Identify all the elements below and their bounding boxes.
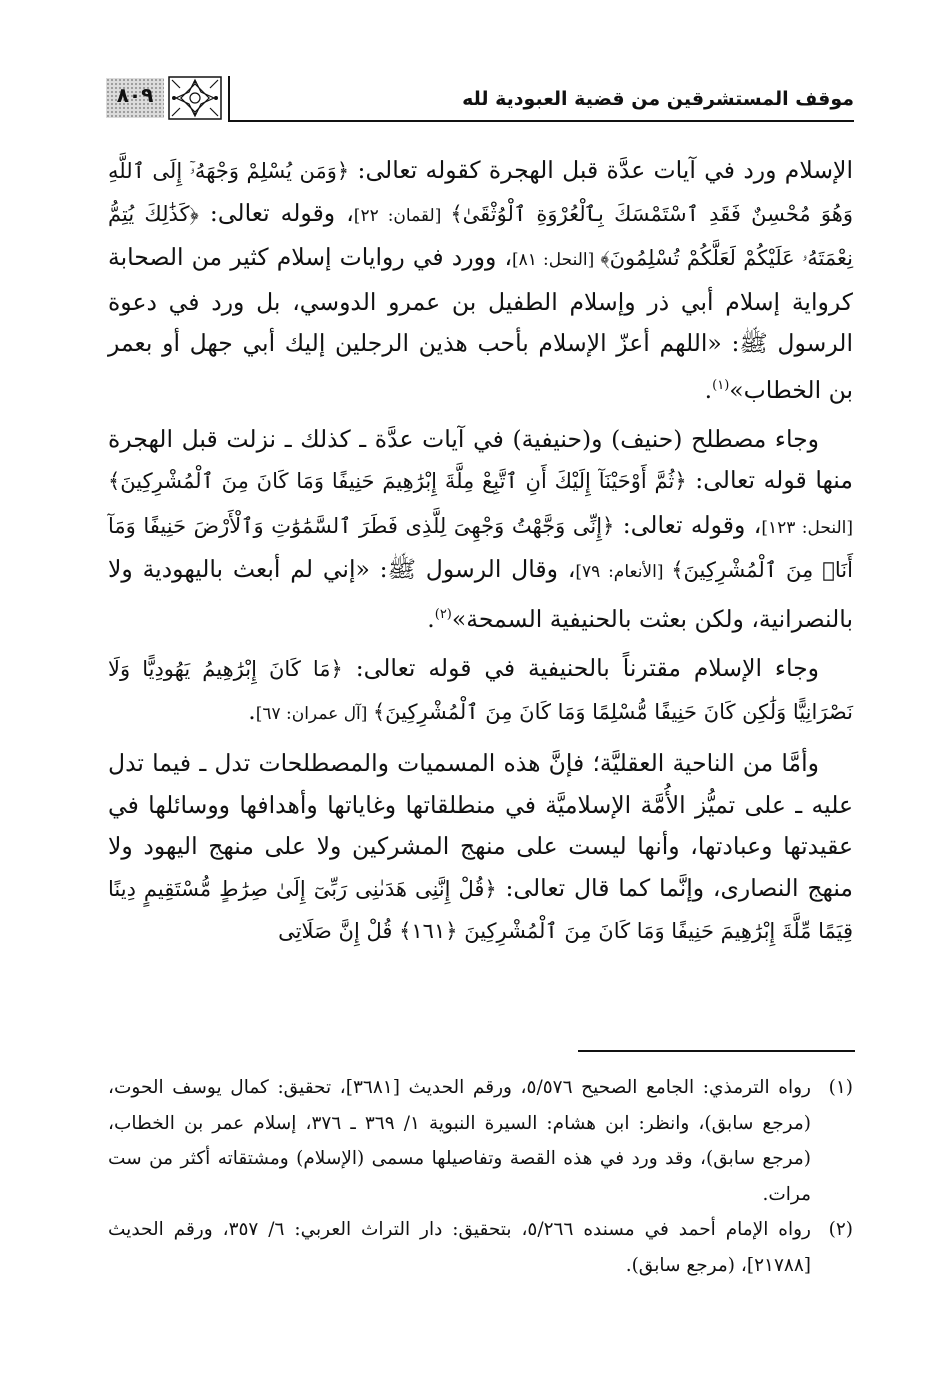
text: ، وقوله تعالى: — [198, 198, 354, 227]
verse-reference: [النحل: ٨١] — [512, 250, 601, 270]
footnote-text: رواه الترمذي: الجامع الصحيح ٥/٥٧٦، ورقم الحديث [٣٦٨١]، تحقيق: كمال يوسف الحوت، (مرجع سابق)، وانظر: ابن هشام: السيرة النبوية ١/ ٣٦٩ ـ ٣٧٦، إسلام عمر بن الخطاب، (مرجع سابق)، وقد ورد في هذه القصة وتفاصيلها مسمى (الإسلام) ومشتقاته أكثر من ست مرات. — [108, 1077, 812, 1205]
paragraph — [108, 150, 853, 411]
header-divider — [228, 76, 230, 122]
text: وجاء مصطلح (حنيف) و(حنيفية) في آيات عدَّة ـ كذلك ـ نزلت قبل الهجرة منها قوله تعالى: — [108, 424, 853, 495]
text: وأمَّا من الناحية العقليَّة؛ فإنَّ هذه المسميات والمصطلحات تدل ـ فيما تدل عليه ـ على تميُّز الأُمَّة الإسلاميَّة في منطلقاتها وغاياتها وأهدافها ووسائلها في عقيدتها وعبادتها، وأنها ليست على منهج المشركين ولا على منهج اليهود ولا منهج النصارى، وإنَّما كما قال تعالى: — [108, 749, 854, 902]
footnote — [108, 1070, 853, 1212]
verse-reference: [آل عمران: ٦٧] — [255, 703, 373, 724]
footnotes — [108, 1070, 853, 1283]
footnote-number: (١) — [828, 1077, 853, 1098]
quran-verse: ﴿إِنِّى وَجَّهْتُ وَجْهِىَ لِلَّذِى فَطَرَ ٱلسَّمَٰوَٰتِ وَٱلْأَرْضَ حَنِيفًا وَمَآ أَنَا۠ مِنَ ٱلْمُشْرِكِينَ﴾ — [108, 513, 853, 583]
text: . — [427, 604, 435, 633]
page-header — [106, 70, 854, 124]
ornament-icon — [168, 76, 222, 120]
footnote-marker[interactable]: (١) — [712, 377, 730, 393]
verse-reference: [النحل: ١٢٣] — [761, 517, 853, 538]
footnote-text: رواه الإمام أحمد في مسنده ٥/٢٦٦، بتحقيق: دار التراث العربي: ٦/ ٣٥٧، ورقم الحديث [٢١٧٨٨]، (مرجع سابق). — [108, 1219, 811, 1276]
quran-verse: ﴿كَذَٰلِكَ يُتِمُّ نِعْمَتَهُۥ عَلَيْكُمْ لَعَلَّكُمْ تُسْلِمُونَ﴾ — [108, 201, 853, 270]
quran-verse: ﴿قُلْ إِنَّنِى هَدَىٰنِى رَبِّىٓ إِلَىٰ صِرَٰطٍ مُّسْتَقِيمٍ دِينًا قِيَمًا مِّلَّةَ إِبْرَٰهِيمَ حَنِيفًا وَمَا كَانَ مِنَ ٱلْمُشْرِكِينَ ﴿١٦١﴾ قُلْ إِنَّ صَلَاتِى — [108, 876, 853, 944]
paragraph — [108, 743, 853, 953]
footnote-number: (٢) — [828, 1219, 853, 1240]
quran-verse: ﴿وَمَن يُسْلِمْ وَجْهَهُۥٓ إِلَى ٱللَّهِ وَهُوَ مُحْسِنٌ فَقَدِ ٱسْتَمْسَكَ بِٱلْعُرْوَةِ ٱلْوُثْقَىٰ﴾ — [108, 159, 853, 226]
paragraph — [108, 419, 853, 640]
main-text — [108, 150, 853, 961]
page-number: ٨٠٩ — [116, 83, 154, 107]
paragraph — [108, 648, 853, 735]
text: ، وقوله تعالى: — [614, 510, 762, 539]
text: . — [704, 375, 713, 404]
verse-reference: [الأنعام: ٧٩] — [575, 562, 672, 583]
quran-verse: ﴿مَا كَانَ إِبْرَٰهِيمُ يَهُودِيًّا وَلَا نَصْرَانِيًّا وَلَٰكِن كَانَ حَنِيفًا مُّسْلِمًا وَمَا كَانَ مِنَ ٱلْمُشْرِكِينَ﴾ — [108, 657, 853, 724]
verse-reference: [لقمان: ٢٢] — [353, 205, 451, 226]
footnote — [108, 1212, 853, 1283]
text: ، وورد في روايات إسلام كثير من الصحابة كرواية إسلام أبي ذر وإسلام الطفيل بن عمرو الدوسي، بل ورد في دعوة الرسول ﷺ: «اللهم أعزّ الإسلام بأحب هذين الرجلين إليك أبي جهل أو بعمر بن الخطاب» — [108, 243, 853, 404]
text: وجاء الإسلام مقترناً بالحنيفية في قوله تعالى: — [342, 654, 819, 683]
quran-verse: ﴿ثُمَّ أَوْحَيْنَآ إِلَيْكَ أَنِ ٱتَّبِعْ مِلَّةَ إِبْرَٰهِيمَ حَنِيفًا وَمَا كَانَ مِنَ ٱلْمُشْرِكِينَ﴾ — [108, 469, 687, 494]
text: الإسلام ورد في آيات عدَّة قبل الهجرة كقوله تعالى: — [349, 156, 853, 184]
footnote-marker[interactable]: (٢) — [434, 606, 452, 622]
text: ، وقال الرسول ﷺ: «إني لم أبعث باليهودية ولا بالنصرانية، ولكن بعثت بالحنيفية السمحة» — [108, 555, 853, 633]
running-title: موقف المستشرقين من قضية العبودية لله — [462, 88, 854, 110]
footnote-separator — [578, 1050, 855, 1052]
text: . — [248, 696, 256, 725]
header-rule — [228, 120, 854, 122]
